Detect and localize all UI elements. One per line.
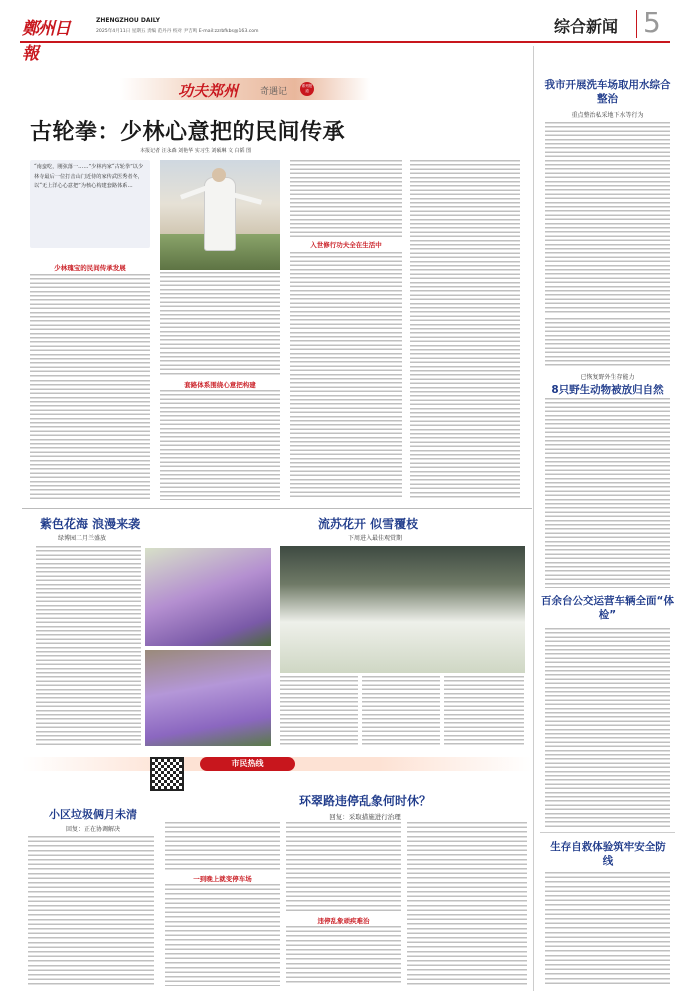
- right-top-subtitle: 重点整治私采地下水等行为: [571, 112, 644, 119]
- wild-text: [545, 398, 670, 588]
- masthead-date-line: 2025年4月11日 星期五 责编 范丹丹 校对 尹吉鸣 E-mail:zzrbfkbs@163.com: [96, 29, 259, 34]
- right-top-text: [545, 318, 670, 368]
- bottom-mid-title: 环翠路违停乱象何时休？: [298, 794, 431, 808]
- right-bottom-title: 生存自救体验筑牢安全防线: [550, 841, 666, 867]
- photo-right-text: [362, 676, 440, 746]
- orchid-photo-2: [145, 650, 271, 746]
- feature-column-text: [160, 390, 280, 500]
- right-top-title: 我市开展洗车场取用水综合整治: [544, 79, 671, 105]
- kungfu-photo: [160, 160, 280, 270]
- bottom-mid-text: [165, 884, 280, 986]
- photo-left-text: [36, 546, 141, 746]
- wild-title: 8只野生动物被放归自然: [551, 384, 664, 396]
- bottom-mid-text: [165, 822, 280, 870]
- masthead-rule: [20, 41, 670, 43]
- bottom-mid-subtitle: 回复：采取措施进行治理: [329, 813, 401, 821]
- page-number: 5: [643, 6, 661, 39]
- right-top-text: [545, 122, 670, 314]
- fringe-tree-photo: [280, 546, 525, 673]
- feature-series-badge: 系列报道: [300, 82, 314, 96]
- wild-tag: 已恢复野外生存能力: [580, 374, 635, 381]
- photo-right-subtitle: 下周进入最佳观赏期: [348, 535, 403, 542]
- feature-subhead-1: 少林瑰宝的民间传承发展: [54, 264, 126, 272]
- section-divider: [22, 508, 532, 509]
- feature-intro: “南蛮吃，刚弦落一……”少林内家“古轮拳”以少林寺最后一位打击山门近侍的家传武医秀者冬，以“无上洋心心意把”为核心构建套路体系…: [34, 164, 144, 190]
- feature-column-text: [410, 160, 520, 500]
- feature-column-text: [30, 380, 150, 500]
- qr-code-icon: [150, 757, 184, 791]
- feature-banner-tag: 奇遇记: [260, 87, 288, 97]
- bottom-mid-subhead-1: 一到晚上就变停车场: [193, 875, 252, 883]
- feature-column-text: [290, 252, 402, 500]
- feature-column-text: [290, 160, 402, 238]
- bottom-left-subtitle: 回复：正在协调解决: [65, 826, 120, 833]
- bottom-left-text: [28, 836, 154, 986]
- right-bottom-text: [545, 872, 670, 986]
- right-divider: [540, 832, 675, 833]
- bottom-left-title: 小区垃圾俩月未清: [49, 808, 137, 821]
- feature-column-text: [30, 274, 150, 377]
- feature-column-text: [160, 272, 280, 377]
- orchid-photo-1: [145, 548, 271, 646]
- bus-title: 百余台公交运营车辆全面“体检”: [541, 595, 674, 621]
- masthead-latin: ZHENGZHOU DAILY: [96, 17, 160, 24]
- photo-left-subtitle: 绿博园二月兰盛放: [58, 535, 107, 542]
- photo-right-text: [280, 676, 358, 746]
- feature-title: 古轮拳：少林心意把的民间传承: [30, 120, 346, 145]
- photo-left-title: 紫色花海 浪漫来袭: [40, 517, 141, 531]
- photo-right-text: [444, 676, 524, 746]
- bus-text: [545, 628, 670, 828]
- feature-subhead-3: 入世修行功夫全在生活中: [310, 241, 382, 249]
- feature-banner: [120, 78, 370, 100]
- photo-right-title: 流苏花开 似雪覆枝: [318, 517, 419, 531]
- newspaper-logo: 鄭州日報: [22, 19, 70, 64]
- feature-banner-text: 功夫郑州: [178, 82, 239, 100]
- feature-byline: 本报记者 汪永森 刘艳华 实习生 刘硕琳 文 白韬 图: [140, 148, 252, 154]
- hotline-label: 市民热线: [200, 757, 295, 771]
- bottom-mid-text: [407, 822, 527, 986]
- bottom-mid-subhead-2: 违停乱象顽疾难治: [317, 917, 370, 925]
- masthead-divider: [636, 10, 637, 38]
- bottom-mid-text: [286, 926, 401, 986]
- bottom-mid-text: [286, 822, 401, 912]
- feature-subhead-2: 套路体系围绕心意把构建: [184, 381, 256, 389]
- section-title: 综合新闻: [554, 17, 619, 36]
- column-divider: [533, 46, 534, 991]
